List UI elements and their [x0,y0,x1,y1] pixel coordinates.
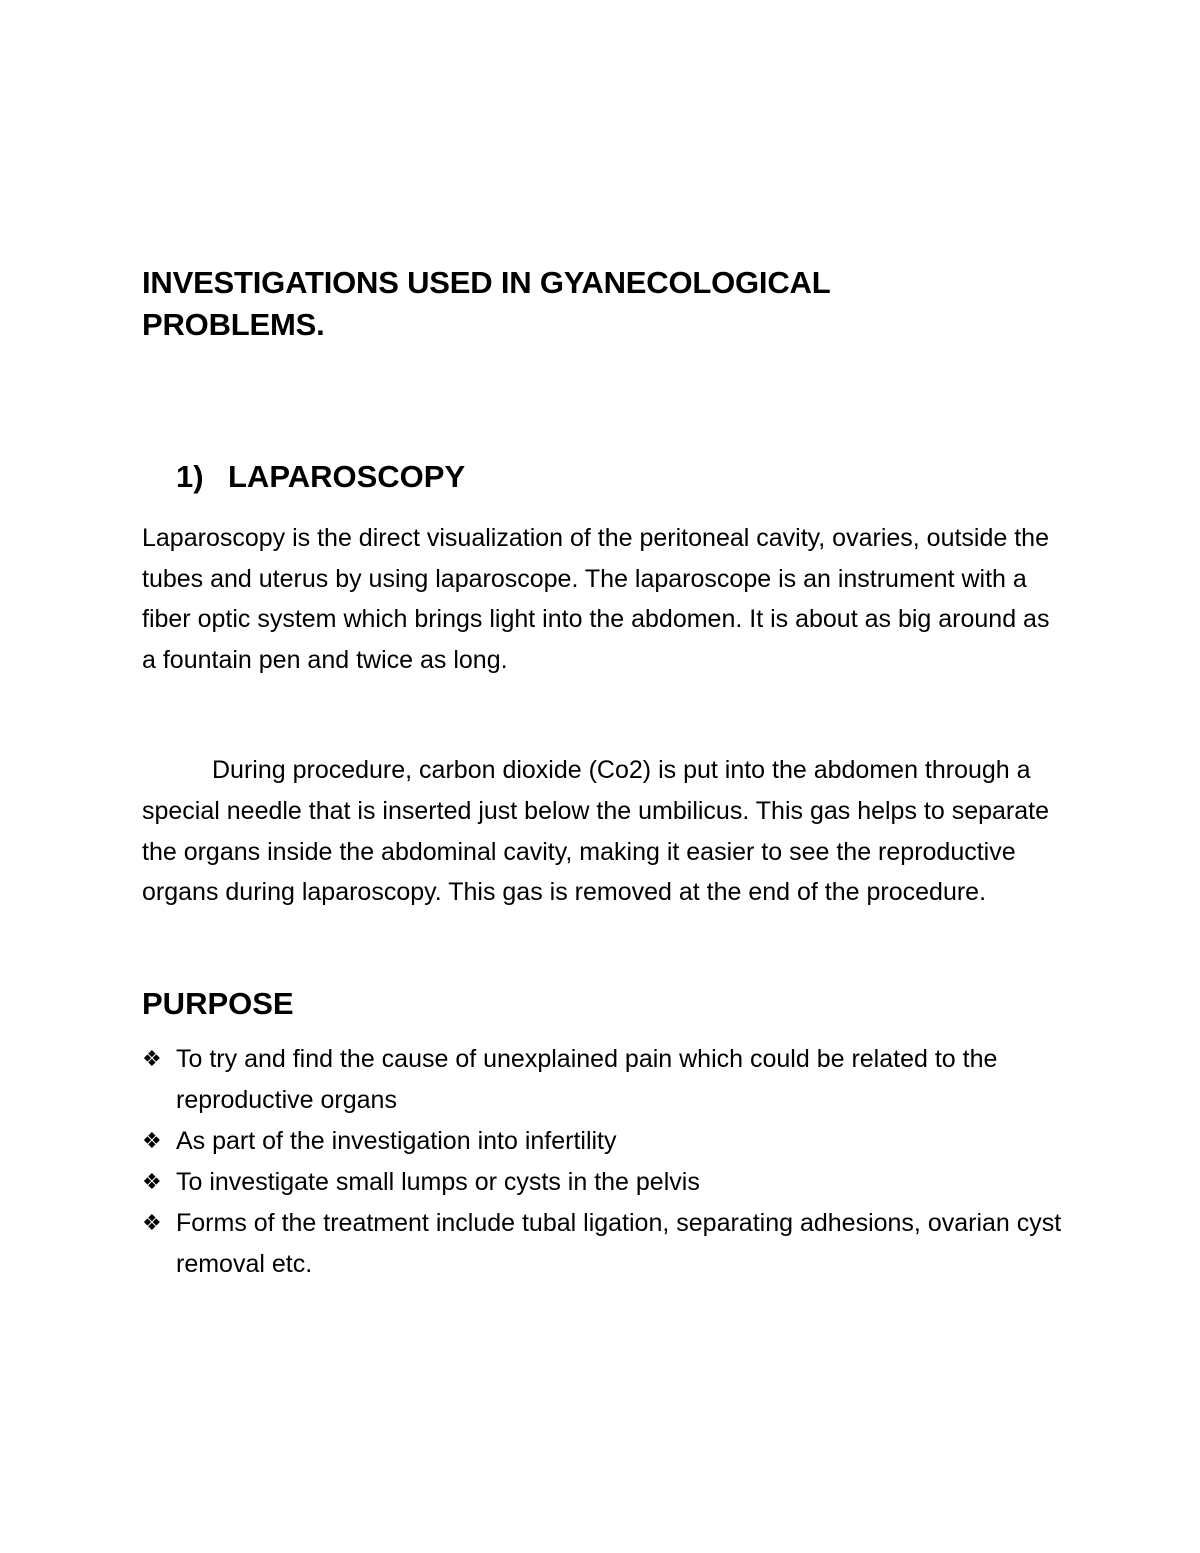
list-item-text: As part of the investigation into infertility [176,1126,617,1155]
list-item [142,1039,1062,1121]
list-item-text: Forms of the treatment include tubal ligation, separating adhesions, ovarian cyst removal etc. [176,1208,1062,1278]
list-item [142,1203,1062,1285]
document-content [142,262,1062,1285]
four-diamond-bullet-icon: ❖ [142,1046,162,1072]
list-item [142,1162,1062,1203]
laparoscopy-definition-paragraph: Laparoscopy is the direct visualization of the peritoneal cavity, ovaries, outside the tubes and uterus by using laparoscope. The laparoscope is an instrument with a fiber optic system which brings light into the abdomen. It is about as big around as a fountain pen and twice as long. [142,524,1050,674]
four-diamond-bullet-icon: ❖ [142,1128,162,1154]
four-diamond-bullet-icon: ❖ [142,1169,162,1195]
document-title-line-1: INVESTIGATIONS USED IN GYANECOLOGICAL [142,265,831,300]
section-number: 1) [176,459,204,494]
list-item-text: To try and find the cause of unexplained pain which could be related to the reproductive organs [176,1044,998,1114]
list-item-text: To investigate small lumps or cysts in the pelvis [176,1167,700,1196]
document-title [142,262,1062,346]
laparoscopy-procedure-paragraph: During procedure, carbon dioxide (Co2) is put into the abdomen through a special needle that is inserted just below the umbilicus. This gas helps to separate the organs inside the abdominal cavity, making it easier to see the reproductive organs during laparoscopy. This gas is removed at the end of the procedure. [142,756,1049,907]
list-item [142,1121,1062,1162]
four-diamond-bullet-icon: ❖ [142,1210,162,1236]
purpose-heading: PURPOSE [142,985,294,1021]
section-heading-text: LAPAROSCOPY [228,459,466,494]
section-heading-laparoscopy [142,456,1062,498]
purpose-list [142,1039,1062,1285]
document-title-line-2: PROBLEMS. [142,307,325,342]
